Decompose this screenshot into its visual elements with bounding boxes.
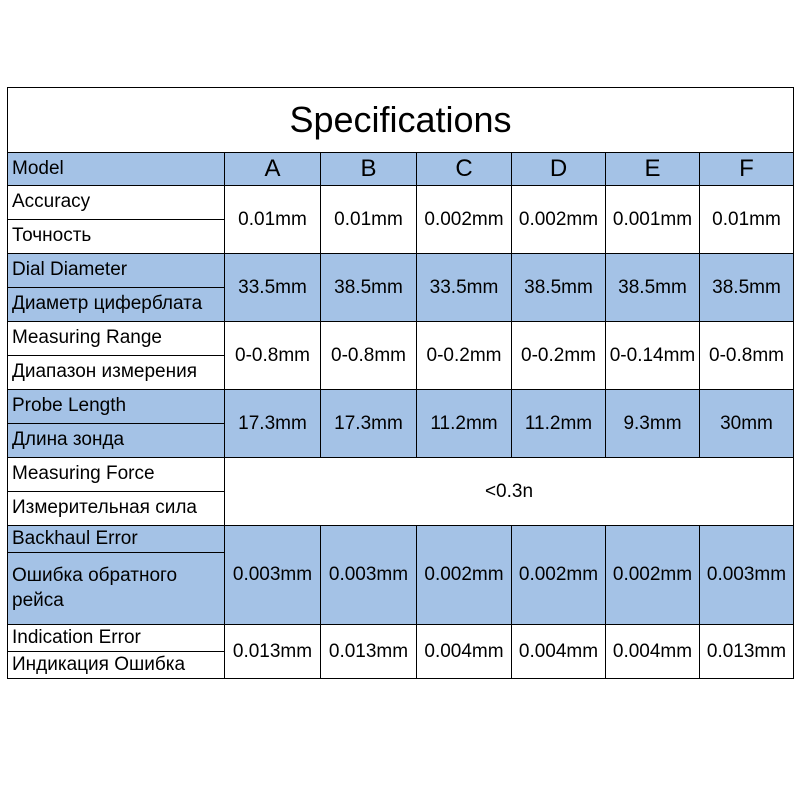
spec-value: 0.001mm [606, 186, 700, 254]
spec-label-en: Measuring Range [8, 322, 225, 356]
spec-value: 38.5mm [606, 254, 700, 322]
spec-value: 0.002mm [417, 526, 512, 625]
table-title: Specifications [8, 88, 794, 153]
spec-value: 0.013mm [225, 625, 321, 679]
spec-label-en: Dial Diameter [8, 254, 225, 288]
spec-value: 38.5mm [700, 254, 794, 322]
model-column-header: C [417, 153, 512, 186]
spec-value: 0.002mm [512, 526, 606, 625]
table-row [8, 322, 794, 356]
spec-label-en: Indication Error [8, 625, 225, 652]
spec-value: 0-0.8mm [225, 322, 321, 390]
spec-label-ru: Точность [8, 220, 225, 254]
spec-value: 11.2mm [512, 390, 606, 458]
model-column-header: D [512, 153, 606, 186]
spec-value: 9.3mm [606, 390, 700, 458]
spec-label-ru: Диаметр циферблата [8, 288, 225, 322]
spec-label-ru: Длина зонда [8, 424, 225, 458]
spec-label-en: Measuring Force [8, 458, 225, 492]
spec-value: 0-0.8mm [700, 322, 794, 390]
spec-value: 33.5mm [225, 254, 321, 322]
spec-value: 0.003mm [700, 526, 794, 625]
spec-label-ru: Ошибка обратного рейса [8, 553, 225, 625]
title-row [8, 88, 794, 153]
table-row [8, 390, 794, 424]
table-row [8, 458, 794, 492]
spec-label-ru: Индикация Ошибка [8, 652, 225, 679]
spec-value: 0.01mm [321, 186, 417, 254]
table-row [8, 625, 794, 652]
spec-value: 17.3mm [225, 390, 321, 458]
header-row [8, 153, 794, 186]
spec-value: 11.2mm [417, 390, 512, 458]
model-column-header: E [606, 153, 700, 186]
spec-value: 0.002mm [606, 526, 700, 625]
spec-value: 0-0.2mm [512, 322, 606, 390]
spec-label-en: Probe Length [8, 390, 225, 424]
table-row [8, 526, 794, 553]
model-column-header: B [321, 153, 417, 186]
model-header-label: Model [8, 153, 225, 186]
spec-value: 0.003mm [321, 526, 417, 625]
spec-value: 0.01mm [700, 186, 794, 254]
spec-value: 0.01mm [225, 186, 321, 254]
table-row [8, 186, 794, 220]
spec-value: 0.004mm [512, 625, 606, 679]
model-column-header: F [700, 153, 794, 186]
spec-value: 0.013mm [321, 625, 417, 679]
spec-label-en: Accuracy [8, 186, 225, 220]
table-row [8, 254, 794, 288]
spec-value: 33.5mm [417, 254, 512, 322]
spec-label-en: Backhaul Error [8, 526, 225, 553]
spec-value: 30mm [700, 390, 794, 458]
spec-label-ru: Диапазон измерения [8, 356, 225, 390]
spec-value: 0.003mm [225, 526, 321, 625]
spec-value: 0.004mm [417, 625, 512, 679]
spec-value: 0-0.14mm [606, 322, 700, 390]
spec-value: 38.5mm [512, 254, 606, 322]
spec-value: 0.004mm [606, 625, 700, 679]
spec-value-merged: <0.3n [225, 458, 794, 526]
model-column-header: A [225, 153, 321, 186]
spec-value: 38.5mm [321, 254, 417, 322]
specifications-table [7, 87, 794, 679]
spec-value: 0.002mm [512, 186, 606, 254]
spec-value: 0-0.8mm [321, 322, 417, 390]
spec-value: 17.3mm [321, 390, 417, 458]
spec-value: 0-0.2mm [417, 322, 512, 390]
spec-value: 0.002mm [417, 186, 512, 254]
spec-value: 0.013mm [700, 625, 794, 679]
spec-label-ru: Измерительная сила [8, 492, 225, 526]
